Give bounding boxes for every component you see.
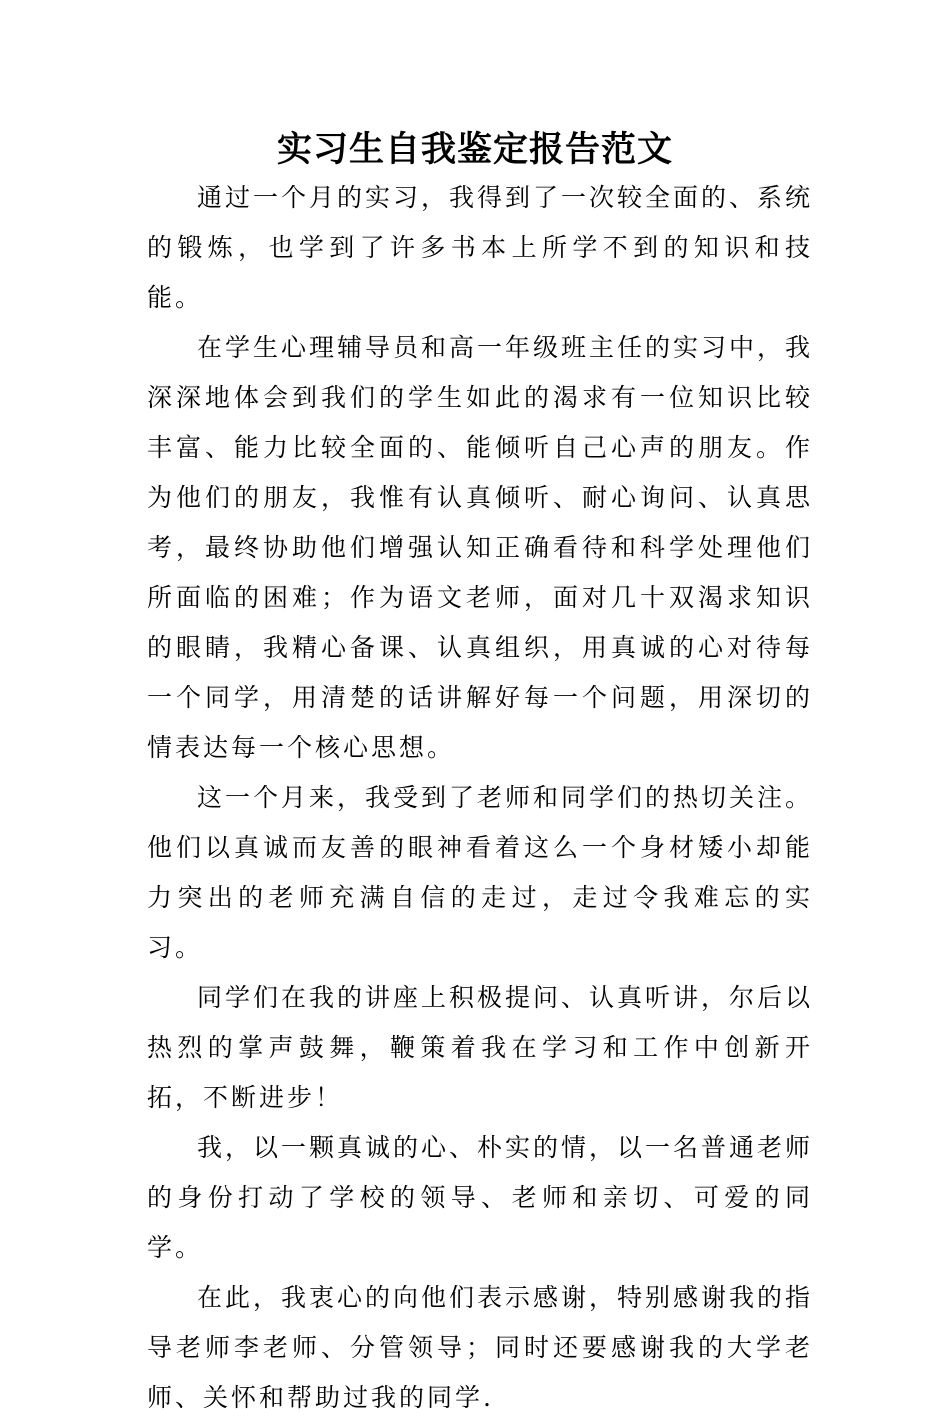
paragraph: 在学生心理辅导员和高一年级班主任的实习中，我深深地体会到我们的学生如此的渴求有一位知识比较丰富、能力比较全面的、能倾听自己心声的朋友。作为他们的朋友，我惟有认真倾听、耐心询问、认真思考，最终协助他们增强认知正确看待和科学处理他们所面临的困难；作为语文老师，面对几十双渴求知识的眼睛，我精心备课、认真组织，用真诚的心对待每一个同学，用清楚的话讲解好每一个问题，用深切的情表达每一个核心思想。 — [147, 333, 814, 762]
document-body — [147, 173, 813, 1423]
paragraph: 在此，我衷心的向他们表示感谢，特别感谢我的指导老师李老师、分管领导；同时还要感谢我的大学老师、关怀和帮助过我的同学. — [147, 1283, 814, 1412]
paragraph: 我，以一颗真诚的心、朴实的情，以一名普通老师的身份打动了学校的领导、老师和亲切、可爱的同学。 — [147, 1133, 814, 1262]
paragraph: 同学们在我的讲座上积极提问、认真听讲，尔后以热烈的掌声鼓舞，鞭策着我在学习和工作中创新开拓，不断进步！ — [147, 983, 814, 1112]
document-title: 实习生自我鉴定报告范文 — [276, 130, 673, 170]
paragraph: 这一个月来，我受到了老师和同学们的热切关注。他们以真诚而友善的眼神看着这么一个身材矮小却能力突出的老师充满自信的走过，走过令我难忘的实习。 — [147, 783, 814, 962]
paragraph: 通过一个月的实习，我得到了一次较全面的、系统的锻炼，也学到了许多书本上所学不到的知识和技能。 — [147, 183, 814, 312]
